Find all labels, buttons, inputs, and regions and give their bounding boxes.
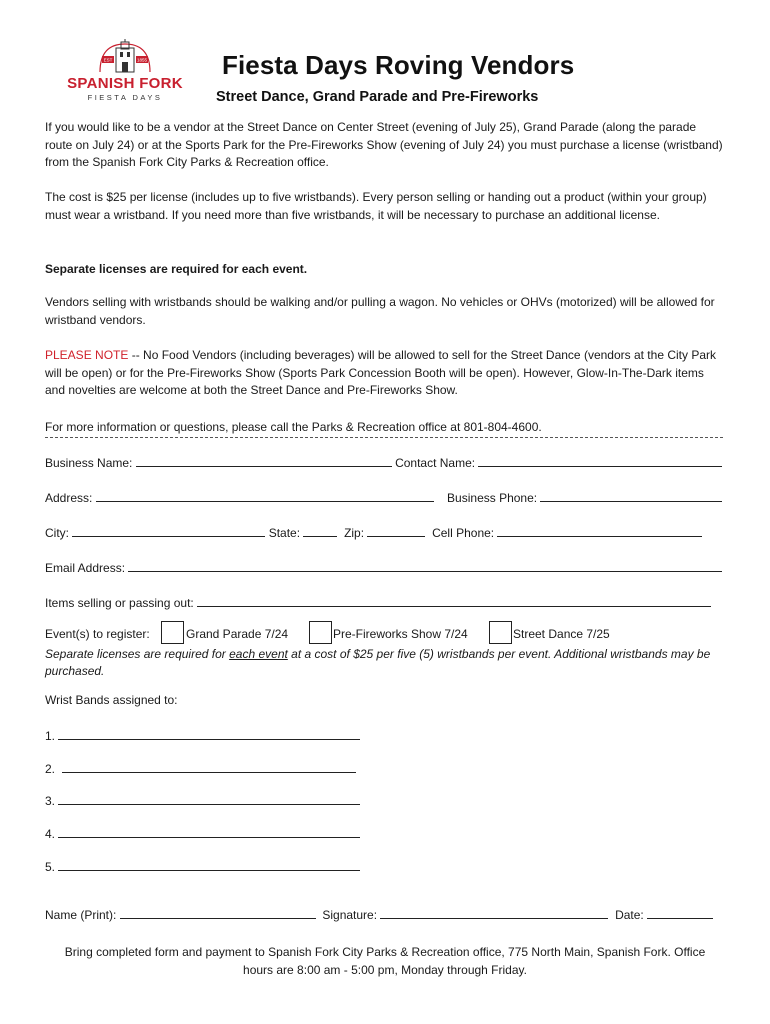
please-note-label: PLEASE NOTE [45,348,129,362]
logo-sub-text: FIESTA DAYS [87,93,163,102]
row-name-signature-date [45,906,729,924]
note-part-a: Separate licenses are required for [45,647,230,661]
logo-main-text: SPANISH FORK [67,75,183,92]
wristband-4-field[interactable] [58,825,360,838]
wristband-number: 1. [45,729,56,743]
signature-label: Signature: [322,908,378,922]
per-event-note [45,646,725,680]
business-name-label: Business Name: [45,456,133,470]
zip-field[interactable] [367,524,425,537]
row-city-state-zip [45,524,729,542]
wristband-row [45,727,360,743]
logo-year-right: 1855 [136,57,148,63]
wristband-3-field[interactable] [58,792,360,805]
business-name-field[interactable] [136,454,392,467]
signature-field[interactable] [380,906,608,919]
intro-paragraph: If you would like to be a vendor at the Street Dance on Center Street (evening of July 25), Grand Parade (along the parade route on July 24) or at the Sports Park for the Pre-Fireworks Show (evening of July 24) you must purchase a license (wristband) from the Spanish Fork City Parks & Recreation office. [45,120,723,169]
please-note-paragraph [45,347,725,400]
address-field[interactable] [96,489,434,502]
footer-line-2: hours are 8:00 am - 5:00 pm, Monday through Friday. [243,963,527,977]
page-subtitle: Street Dance, Grand Parade and Pre-Fireworks [216,89,539,105]
logo-graphic [60,38,190,106]
name-print-label: Name (Print): [45,908,117,922]
spanish-fork-fiesta-days-logo [60,38,190,106]
footer-line-1: Bring completed form and payment to Spanish Fork City Parks & Recreation office, 775 North Main, Spanish Fork. Office [64,945,706,959]
contact-name-label: Contact Name: [395,456,476,470]
items-field[interactable] [197,594,711,607]
events-label: Event(s) to register: [45,627,150,641]
pre-fireworks-label: Pre-Fireworks Show 7/24 [333,627,468,641]
row-address-phone [45,489,729,507]
business-phone-field[interactable] [540,489,722,502]
row-email [45,559,729,577]
city-label: City: [45,526,69,540]
wristband-5-field[interactable] [58,858,360,871]
please-note-text: -- No Food Vendors (including beverages) will be allowed to sell for the Street Dance (vendors at the City Park will be open) or for the Pre-Fireworks Show (Sports Park Concession Booth will be open). However, Glow-In-The-Dark items and novelties are welcome at both the Street Dance and Pre-Fireworks Show. [45,348,716,397]
city-field[interactable] [72,524,265,537]
street-dance-checkbox[interactable] [489,621,512,644]
zip-label: Zip: [344,526,365,540]
wristband-number: 4. [45,827,56,841]
events-row [45,621,725,647]
date-field[interactable] [647,906,713,919]
page-title: Fiesta Days Roving Vendors [222,50,575,80]
wristband-row [45,792,360,808]
submission-instructions [45,943,725,979]
contact-name-field[interactable] [478,454,722,467]
wristband-number: 3. [45,794,56,808]
wristband-number: 2. [45,762,56,776]
row-items [45,594,729,612]
vehicles-paragraph: Vendors selling with wristbands should be walking and/or pulling a wagon. No vehicles or OHVs (motorized) will be allowed for wristband vendors. [45,295,715,327]
grand-parade-label: Grand Parade 7/24 [186,627,289,641]
state-label: State: [268,526,301,540]
note-part-b: at a cost of $25 per five (5) wristbands per event. Additional wristbands may be purchased. [45,647,711,678]
pre-fireworks-checkbox[interactable] [309,621,332,644]
cost-paragraph: The cost is $25 per license (includes up to five wristbands). Every person selling or handing out a product (within your group) must wear a wristband. If you need more than five wristbands, it will be necessary to purchase an additional license. [45,190,707,222]
business-phone-label: Business Phone: [447,491,538,505]
contact-info-paragraph: For more information or questions, please call the Parks & Recreation office at 801-804-4600. [45,420,542,434]
wristbands-label: Wrist Bands assigned to: [45,693,178,707]
wristband-number: 5. [45,860,56,874]
address-label: Address: [45,491,93,505]
street-dance-label: Street Dance 7/25 [513,627,610,641]
wristband-row [45,858,360,874]
email-label: Email Address: [45,561,126,575]
row-business-contact [45,454,729,472]
wristband-1-field[interactable] [58,727,360,740]
cell-phone-label: Cell Phone: [432,526,495,540]
note-underlined: each event [229,647,288,661]
email-field[interactable] [128,559,722,572]
name-print-field[interactable] [120,906,316,919]
wristband-2-field[interactable] [62,760,356,773]
state-field[interactable] [303,524,337,537]
wristband-row [45,825,360,841]
wristband-row [45,760,356,776]
cell-phone-field[interactable] [497,524,702,537]
items-label: Items selling or passing out: [45,596,194,610]
date-label: Date: [615,908,644,922]
separate-licenses-paragraph: Separate licenses are required for each event. [45,262,308,276]
logo-year-left: EST [103,57,113,63]
grand-parade-checkbox[interactable] [161,621,184,644]
cut-line-divider [45,437,723,438]
